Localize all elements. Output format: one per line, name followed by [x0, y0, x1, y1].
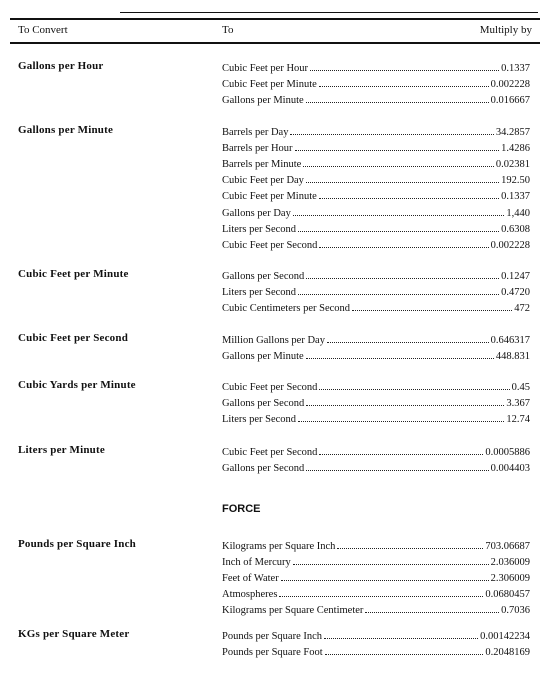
dot-leader	[319, 198, 499, 199]
multiplier-value: 12.74	[506, 414, 530, 426]
dot-leader	[293, 564, 489, 565]
dot-leader	[324, 638, 478, 639]
table-row	[222, 459, 530, 474]
dot-leader	[365, 612, 499, 613]
multiplier-value: 2.036009	[490, 557, 530, 569]
to-unit: Barrels per Hour	[222, 143, 293, 155]
dot-leader	[310, 70, 499, 71]
dot-leader	[319, 389, 509, 390]
table-row	[222, 394, 530, 409]
multiplier-value: 2.306009	[490, 573, 530, 585]
header-to-convert: To Convert	[18, 24, 68, 36]
table-row	[222, 627, 530, 642]
group-label: Gallons per Minute	[18, 124, 114, 136]
to-unit: Million Gallons per Day	[222, 335, 325, 346]
table-row	[222, 585, 530, 600]
to-unit: Inch of Mercury	[222, 557, 291, 569]
table-row	[222, 378, 530, 393]
table-row	[222, 643, 530, 658]
multiplier-value: 0.646317	[490, 335, 530, 346]
table-row	[222, 204, 530, 219]
table-row	[222, 91, 530, 106]
dot-leader	[298, 421, 504, 422]
to-unit: Barrels per Day	[222, 127, 289, 138]
dot-leader	[298, 294, 499, 295]
table-row	[222, 236, 530, 251]
multiplier-value: 0.2048169	[485, 647, 530, 659]
to-unit: Pounds per Square Foot	[222, 647, 323, 659]
dot-leader	[306, 470, 488, 471]
multiplier-value: 0.0005886	[485, 447, 530, 458]
group-label: Cubic Feet per Minute	[18, 268, 129, 280]
to-unit: Barrels per Minute	[222, 159, 302, 171]
multiplier-value: 0.45	[511, 382, 530, 393]
multiplier-value: 1.4286	[501, 143, 530, 155]
multiplier-value: 34.2857	[495, 127, 530, 138]
multiplier-value: 0.004403	[490, 463, 530, 475]
top-rule-short	[120, 12, 538, 13]
to-unit: Cubic Feet per Second	[222, 239, 318, 251]
table-row	[222, 410, 530, 425]
multiplier-value: 0.1337	[501, 191, 530, 203]
to-unit: Kilograms per Square Inch	[222, 541, 336, 552]
dot-leader	[306, 182, 499, 183]
table-row	[222, 299, 530, 314]
group-label: Liters per Minute	[18, 444, 105, 456]
dot-leader	[303, 166, 494, 167]
table-row	[222, 443, 530, 458]
to-unit: Cubic Centimeters per Second	[222, 303, 351, 315]
dot-leader	[327, 342, 489, 343]
group-label: Cubic Feet per Second	[18, 332, 129, 344]
dot-leader	[319, 247, 488, 248]
dot-leader	[319, 454, 483, 455]
dot-leader	[352, 310, 512, 311]
table-row	[222, 283, 530, 298]
dot-leader	[306, 405, 504, 406]
category-heading-force: FORCE	[222, 503, 261, 515]
table-row	[222, 187, 530, 202]
to-unit: Cubic Feet per Second	[222, 447, 318, 458]
to-unit: Gallons per Minute	[222, 95, 304, 107]
dot-leader	[306, 102, 489, 103]
multiplier-value: 0.02381	[495, 159, 530, 171]
to-unit: Gallons per Second	[222, 398, 305, 410]
multiplier-value: 0.6308	[501, 223, 530, 235]
to-unit: Gallons per Second	[222, 271, 305, 282]
table-row	[222, 601, 530, 616]
header-multiply-by: Multiply by	[479, 24, 532, 36]
dot-leader	[298, 231, 499, 232]
table-row	[222, 553, 530, 568]
dot-leader	[337, 548, 483, 549]
to-unit: Cubic Feet per Minute	[222, 191, 317, 203]
multiplier-value: 0.002228	[490, 79, 530, 91]
table-row	[222, 569, 530, 584]
multiplier-value: 472	[514, 303, 530, 315]
dot-leader	[290, 134, 493, 135]
table-row	[222, 75, 530, 90]
table-row	[222, 139, 530, 154]
table-row	[222, 123, 530, 138]
table-row	[222, 331, 530, 346]
table-row	[222, 220, 530, 235]
multiplier-value: 448.831	[495, 351, 530, 363]
table-row	[222, 59, 530, 74]
to-unit: Liters per Second	[222, 414, 297, 426]
to-unit: Pounds per Square Inch	[222, 631, 323, 642]
multiplier-value: 3.367	[506, 398, 530, 410]
to-unit: Atmospheres	[222, 589, 278, 601]
table-row	[222, 267, 530, 282]
multiplier-value: 0.7036	[501, 605, 530, 617]
dot-leader	[281, 580, 489, 581]
to-unit: Gallons per Second	[222, 463, 305, 475]
dot-leader	[279, 596, 483, 597]
dot-leader	[325, 654, 484, 655]
header-to: To	[222, 24, 234, 36]
group-label: Gallons per Hour	[18, 60, 104, 72]
dot-leader	[306, 278, 499, 279]
dot-leader	[306, 358, 494, 359]
table-row	[222, 155, 530, 170]
multiplier-value: 0.00142234	[480, 631, 530, 642]
to-unit: Gallons per Minute	[222, 351, 304, 363]
to-unit: Cubic Feet per Day	[222, 175, 304, 187]
to-unit: Cubic Feet per Hour	[222, 63, 309, 74]
group-label: KGs per Square Meter	[18, 628, 130, 640]
multiplier-value: 192.50	[501, 175, 530, 187]
table-row	[222, 537, 530, 552]
to-unit: Cubic Feet per Minute	[222, 79, 317, 91]
multiplier-value: 1,440	[506, 207, 530, 219]
multiplier-value: 703.06687	[485, 541, 530, 552]
multiplier-value: 0.002228	[490, 239, 530, 251]
to-unit: Liters per Second	[222, 223, 297, 235]
to-unit: Feet of Water	[222, 573, 279, 585]
multiplier-value: 0.1247	[501, 271, 530, 282]
table-row	[222, 347, 530, 362]
multiplier-value: 0.0680457	[485, 589, 530, 601]
group-label: Cubic Yards per Minute	[18, 379, 136, 391]
to-unit: Gallons per Day	[222, 207, 291, 219]
multiplier-value: 0.1337	[501, 63, 530, 74]
table-row	[222, 171, 530, 186]
to-unit: Kilograms per Square Centimeter	[222, 605, 364, 617]
dot-leader	[319, 86, 489, 87]
header-rule	[10, 42, 540, 44]
to-unit: Liters per Second	[222, 287, 297, 299]
group-label: Pounds per Square Inch	[18, 538, 137, 550]
dot-leader	[295, 150, 500, 151]
dot-leader	[293, 215, 505, 216]
multiplier-value: 0.016667	[490, 95, 530, 107]
to-unit: Cubic Feet per Second	[222, 382, 318, 393]
multiplier-value: 0.4720	[501, 287, 530, 299]
top-rule-thick	[10, 18, 540, 20]
